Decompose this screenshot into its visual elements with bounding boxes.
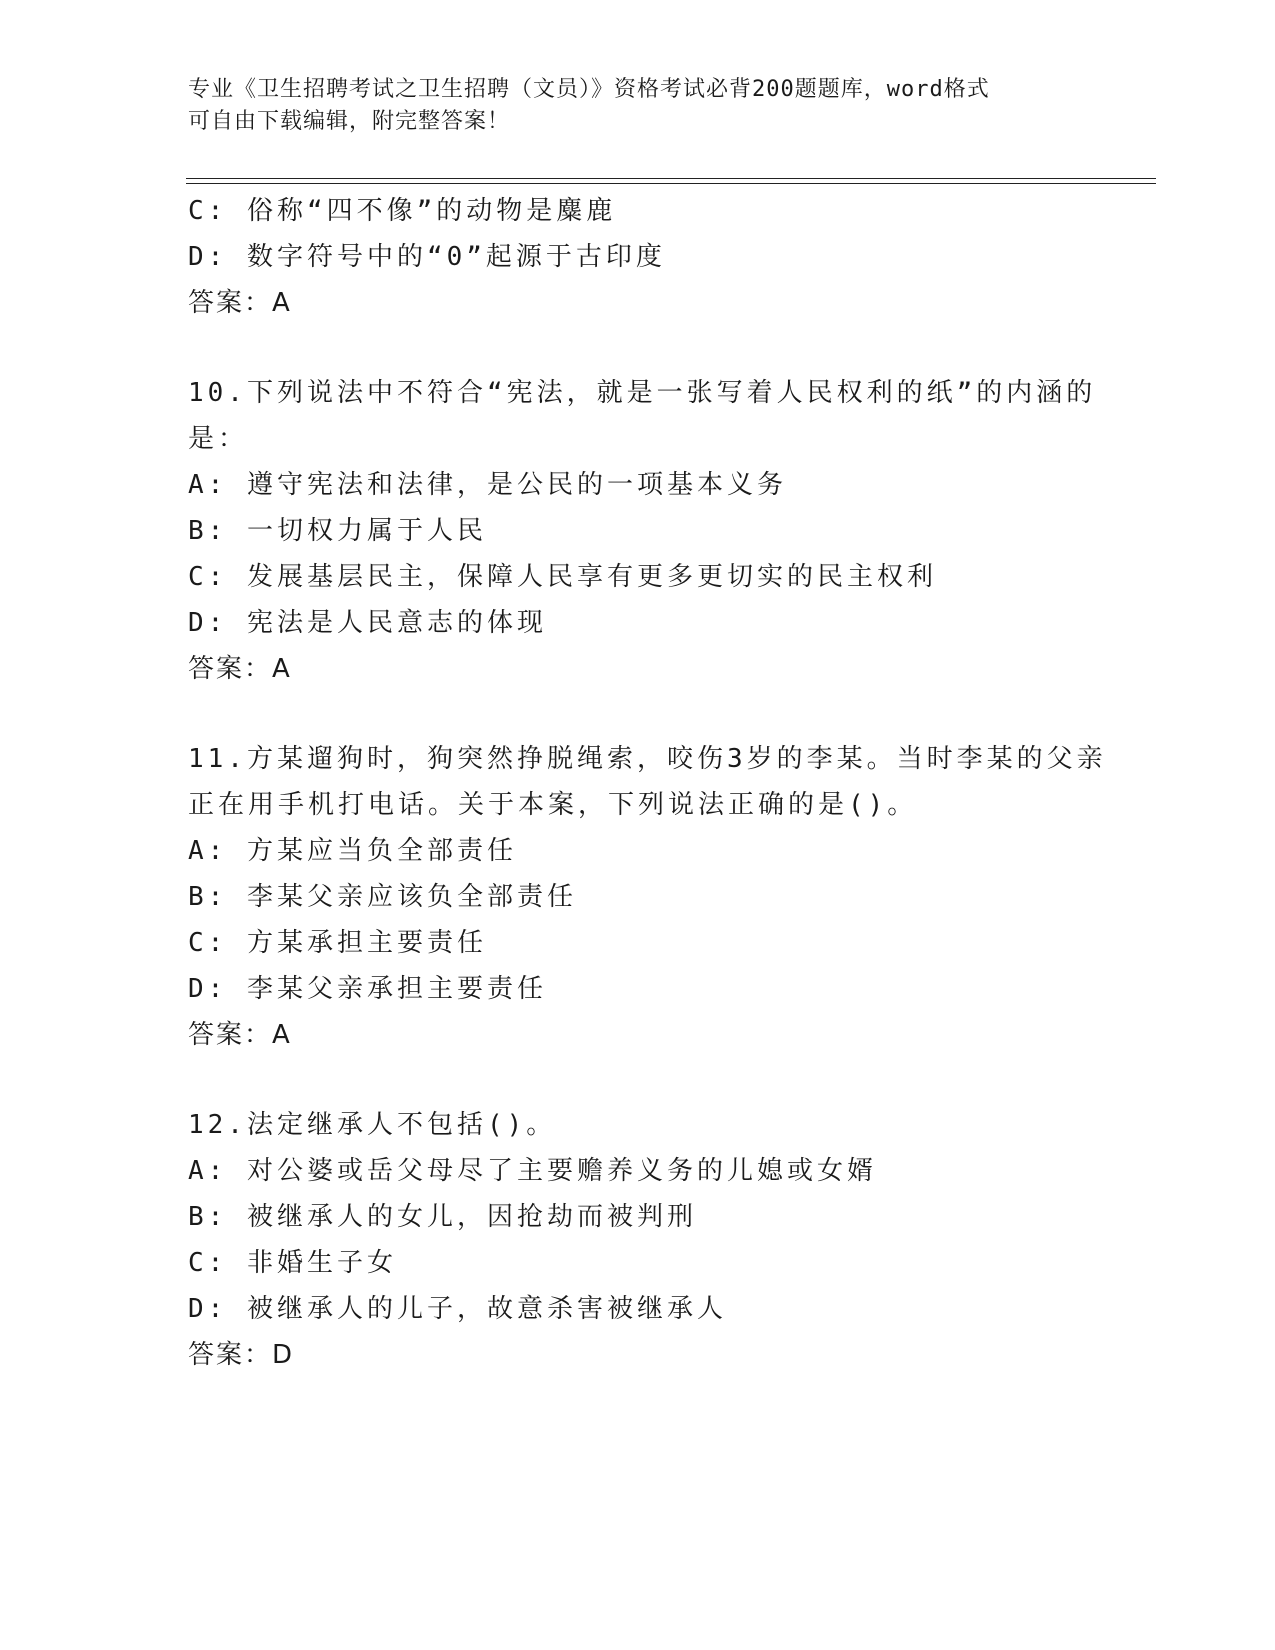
document-header xyxy=(188,74,1088,138)
option-c: C: 发展基层民主，保障人民享有更多更切实的民主权利 xyxy=(188,562,937,592)
option-c: C: 方某承担主要责任 xyxy=(188,928,487,958)
header-title-line-1: 专业《卫生招聘考试之卫生招聘（文员）》资格考试必背200题题库，word格式 xyxy=(188,77,990,102)
answer-label: 答案：D xyxy=(188,1340,295,1370)
answer-label: 答案：A xyxy=(188,288,292,318)
question-10 xyxy=(188,370,1097,692)
option-b: B: 一切权力属于人民 xyxy=(188,516,487,546)
header-divider-top xyxy=(186,178,1156,179)
option-d: D: 被继承人的儿子，故意杀害被继承人 xyxy=(188,1294,727,1324)
question-11 xyxy=(188,736,1107,1058)
question-stem-line: 正在用手机打电话。关于本案，下列说法正确的是()。 xyxy=(188,790,918,820)
option-d: D: 李某父亲承担主要责任 xyxy=(188,974,547,1004)
option-d: D: 数字符号中的“0”起源于古印度 xyxy=(188,242,666,272)
question-list xyxy=(188,188,1107,1378)
option-c: C: 非婚生子女 xyxy=(188,1248,397,1278)
question-stem-line: 11.方某遛狗时，狗突然挣脱绳索，咬伤3岁的李某。当时李某的父亲 xyxy=(188,744,1107,774)
header-divider-bottom xyxy=(186,183,1156,184)
spacer xyxy=(188,692,1088,736)
question-9-partial xyxy=(188,188,1088,326)
question-stem-line: 12.法定继承人不包括()。 xyxy=(188,1110,557,1140)
question-12 xyxy=(188,1102,1088,1378)
answer-label: 答案：A xyxy=(188,654,292,684)
question-stem-line: 10.下列说法中不符合“宪法，就是一张写着人民权利的纸”的内涵的 xyxy=(188,378,1097,408)
question-stem-line: 是： xyxy=(188,424,249,454)
option-a: A: 方某应当负全部责任 xyxy=(188,836,517,866)
answer-label: 答案：A xyxy=(188,1020,292,1050)
option-a: A: 对公婆或岳父母尽了主要赡养义务的儿媳或女婿 xyxy=(188,1156,877,1186)
option-d: D: 宪法是人民意志的体现 xyxy=(188,608,547,638)
option-a: A: 遵守宪法和法律，是公民的一项基本义务 xyxy=(188,470,787,500)
spacer xyxy=(188,326,1088,370)
header-title-line-2: 可自由下载编辑，附完整答案！ xyxy=(188,109,511,134)
option-b: B: 李某父亲应该负全部责任 xyxy=(188,882,577,912)
option-b: B: 被继承人的女儿，因抢劫而被判刑 xyxy=(188,1202,697,1232)
option-c: C: 俗称“四不像”的动物是麋鹿 xyxy=(188,196,617,226)
spacer xyxy=(188,1058,1088,1102)
